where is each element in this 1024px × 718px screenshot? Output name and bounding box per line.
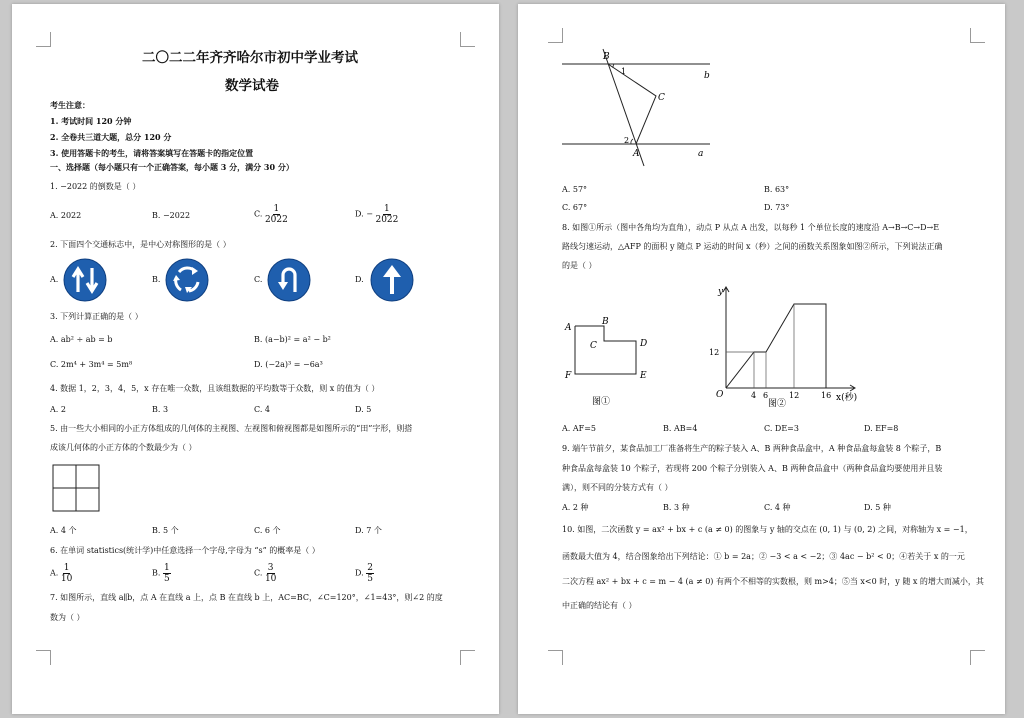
label-B: B (602, 317, 609, 327)
tick-16: 16 (821, 391, 832, 400)
tian-grid-figure (52, 464, 102, 514)
question-9-line-3: 满），则不同的分装方式有（ ） (562, 483, 673, 492)
q8-option-c: C. DE=3 (764, 424, 799, 433)
function-graph-figure-2 (704, 282, 864, 410)
u-turn-sign-icon (267, 258, 311, 302)
denominator: 10 (264, 574, 277, 584)
numerator: 1 (63, 563, 70, 573)
option-label: B. (152, 568, 161, 578)
straight-ahead-sign-icon (370, 258, 414, 302)
q5-option-c: C. 6 个 (254, 526, 281, 535)
label-2: 2 (624, 136, 630, 145)
q7-option-b: B. 63° (764, 185, 790, 194)
crop-mark (36, 650, 51, 665)
option-label: D. − (355, 209, 373, 219)
tick-4: 4 (751, 391, 757, 400)
axis-label-x: x(秒) (836, 393, 858, 403)
numerator: 1 (384, 204, 390, 214)
q8-option-b: B. AB=4 (663, 424, 698, 433)
question-7-line-2: 数为（ ） (50, 613, 85, 622)
q8-option-d: D. EF=8 (864, 424, 899, 433)
denominator: 2022 (264, 215, 288, 225)
exam-title: 二〇二二年齐齐哈尔市初中学业考试 (142, 50, 358, 66)
tick-12-y: 12 (709, 348, 720, 357)
q5-option-b: B. 5 个 (152, 526, 179, 535)
denominator: 10 (60, 574, 73, 584)
numerator: 1 (273, 204, 280, 214)
q5-option-d: D. 7 个 (355, 526, 382, 535)
q9-option-b: B. 3 种 (663, 503, 690, 512)
denominator: 5 (163, 574, 170, 584)
q5-option-a: A. 4 个 (50, 526, 77, 535)
notice-3: 3. 使用答题卡的考生，请将答案填写在答题卡的指定位置 (50, 148, 254, 158)
q2-option-c: C. (254, 275, 263, 284)
q6-option-c (254, 563, 276, 584)
question-6-stem: 6. 在单词 statistics(统计学)中任意选择一个字母,字母为 “s” 的概率是（ ） (50, 546, 320, 555)
q9-option-a: A. 2 种 (562, 503, 589, 512)
question-2-stem: 2. 下面四个交通标志中，是中心对称图形的是（ ） (50, 240, 231, 249)
label-line-b: b (704, 71, 710, 81)
label-A: A (633, 149, 640, 159)
option-label: C. (254, 209, 263, 219)
exam-subtitle: 数学试卷 (225, 78, 279, 94)
question-8-line-3: 的是（ ） (562, 261, 597, 270)
q7-option-a: A. 57° (562, 185, 588, 194)
option-label: D. (355, 568, 364, 578)
label-F: F (565, 371, 572, 381)
label-A: A (565, 323, 572, 333)
label-line-a: a (698, 149, 704, 159)
figure-caption: 图② (768, 399, 787, 409)
option-label: A. (50, 568, 59, 578)
question-10-line-1: 10. 如图，二次函数 y = ax² + bx + c (a ≠ 0) 的图象与 y 轴的交点在 (0, 1) 与 (0, 2) 之间，对称轴为 x = −1， (562, 525, 973, 534)
fraction (265, 204, 288, 225)
q6-option-a (50, 563, 72, 584)
q8-option-a: A. AF=5 (562, 424, 596, 433)
roundabout-sign-icon (165, 258, 209, 302)
denominator: 2022 (375, 215, 399, 225)
question-9-line-2: 种食品盒每盒装 10 个粽子，若现将 200 个粽子分别装入 A、B 两种食品盒中（两种食品盒均要使用并且装 (562, 464, 943, 473)
label-E: E (640, 371, 647, 381)
crop-mark (460, 32, 475, 47)
label-C: C (658, 93, 665, 103)
page-2 (518, 4, 1005, 714)
crop-mark (970, 650, 985, 665)
polygon-figure-1 (562, 316, 652, 411)
q4-option-c: C. 4 (254, 405, 271, 414)
numerator: 2 (367, 563, 373, 573)
tick-12-x: 12 (789, 391, 800, 400)
q4-option-a: A. 2 (50, 405, 66, 414)
question-8-line-1: 8. 如图①所示（图中各角均为直角），动点 P 从点 A 出发，以每秒 1 个单位长度的速度沿 A→B→C→D→E (562, 223, 940, 232)
q1-option-d (355, 204, 398, 225)
question-5-line-1: 5. 由一些大小相同的小正方体组成的几何体的主视图、左视图和俯视图都是如图所示的“田”字形，则搭 (50, 424, 413, 433)
q9-option-c: C. 4 种 (764, 503, 791, 512)
origin-label: O (716, 390, 724, 400)
q7-option-c: C. 67° (562, 203, 588, 212)
question-3-stem: 3. 下列计算正确的是（ ） (50, 312, 143, 321)
q2-option-a: A. (50, 275, 59, 284)
crop-mark (970, 28, 985, 43)
question-4-stem: 4. 数据 1，2，3，4，5，x 存在唯一众数，且该组数据的平均数等于众数，则 x 的值为（ ） (50, 384, 380, 393)
fraction (163, 563, 171, 584)
two-way-arrow-sign-icon (63, 258, 107, 302)
parallel-lines-figure (558, 44, 718, 169)
section-heading: 一、选择题（每小题只有一个正确答案，每小题 3 分，满分 30 分） (50, 162, 294, 172)
q1-option-c (254, 204, 288, 225)
notice-2: 2. 全卷共三道大题，总分 120 分 (50, 132, 172, 142)
option-label: C. (254, 568, 263, 578)
question-10-line-4: 中正确的结论有（ ） (562, 601, 637, 610)
question-9-line-1: 9. 端午节前夕，某食品加工厂准备将生产的粽子装入 A、B 两种食品盒中，A 种食品盒每盒装 8 个粽子，B (562, 444, 942, 453)
label-C: C (590, 341, 597, 351)
q3-option-c: C. 2m⁴ + 3m⁴ = 5m⁸ (50, 360, 133, 369)
notice-heading: 考生注意： (50, 100, 90, 110)
fraction (265, 563, 276, 584)
q1-option-a: A. 2022 (50, 211, 82, 220)
q2-option-d: D. (355, 275, 364, 284)
label-1: 1 (621, 67, 627, 76)
q6-option-b (152, 563, 171, 584)
question-1-stem: 1. −2022 的倒数是（ ） (50, 182, 141, 191)
question-5-line-2: 成该几何体的小正方体的个数最少为（ ） (50, 443, 197, 452)
fraction (366, 563, 374, 584)
q3-option-d: D. (−2a)³ = −6a³ (254, 360, 323, 369)
q1-option-b: B. −2022 (152, 211, 191, 220)
q9-option-d: D. 5 种 (864, 503, 891, 512)
q7-option-d: D. 73° (764, 203, 790, 212)
fraction (61, 563, 72, 584)
axis-label-y: y (718, 287, 724, 297)
q6-option-d (355, 563, 374, 584)
label-D: D (640, 339, 648, 349)
figure-caption: 图① (592, 397, 611, 407)
q2-option-b: B. (152, 275, 161, 284)
denominator: 5 (367, 574, 373, 584)
question-7-line-1: 7. 如图所示，直线 a∥b，点 A 在直线 a 上，点 B 在直线 b 上，AC=BC，∠C=120°，∠1=43°，则∠2 的度 (50, 593, 443, 602)
fraction (375, 204, 398, 225)
crop-mark (36, 32, 51, 47)
tick-6: 6 (763, 391, 769, 400)
question-8-line-2: 路线匀速运动，△AFP 的面积 y 随点 P 运动的时间 x（秒）之间的函数关系图象如图②所示，下列说法正确 (562, 242, 943, 251)
page-1 (12, 4, 499, 714)
label-B: B (603, 52, 610, 62)
crop-mark (548, 650, 563, 665)
crop-mark (548, 28, 563, 43)
q3-option-a: A. ab² ÷ ab = b (50, 335, 113, 344)
numerator: 3 (267, 563, 274, 573)
question-10-line-3: 二次方程 ax² + bx + c = m − 4 (a ≠ 0) 有两个不相等的实数根，则 m>4；⑤当 x<0 时，y 随 x 的增大而减小，其 (562, 577, 984, 586)
q3-option-b: B. (a−b)² = a² − b² (254, 335, 331, 344)
q4-option-d: D. 5 (355, 405, 372, 414)
question-10-line-2: 函数最大值为 4，结合图象给出下列结论：① b = 2a；② −3 < a < −2；③ 4ac − b² < 0；④若关于 x 的一元 (562, 552, 965, 561)
crop-mark (460, 650, 475, 665)
q4-option-b: B. 3 (152, 405, 169, 414)
numerator: 1 (163, 563, 170, 573)
notice-1: 1. 考试时间 120 分钟 (50, 116, 132, 126)
